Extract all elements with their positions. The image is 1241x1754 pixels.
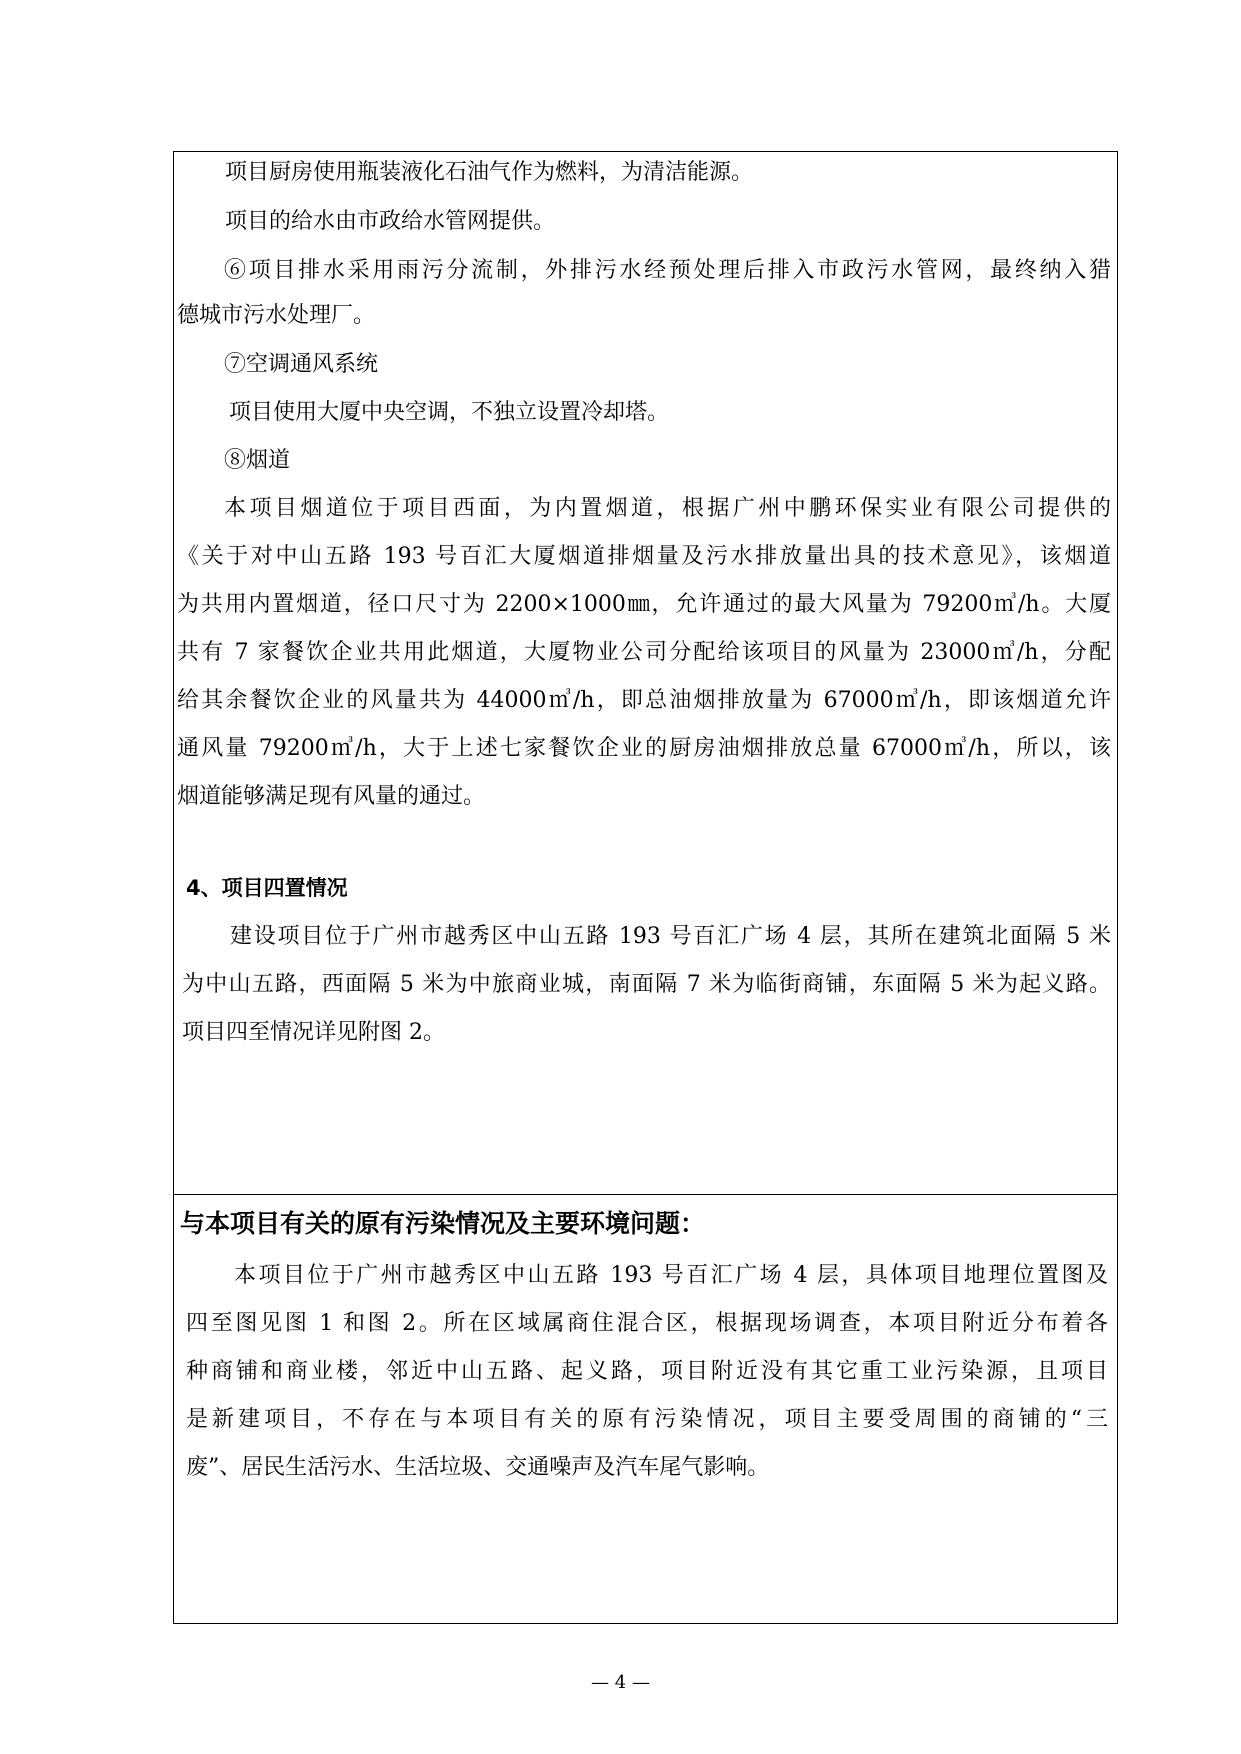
paragraph-pollution-line-2: 四至图见图 1 和图 2。所在区域属商住混合区，根据现场调查，本项目附近分布着各 (186, 1311, 1108, 1336)
subheading-flue: ⑧烟道 (224, 448, 291, 473)
paragraph-pollution-line-3: 种商铺和商业楼，邻近中山五路、起义路，项目附近没有其它重工业污染源，且项目 (186, 1359, 1108, 1384)
content-frame-lower (173, 1194, 1118, 1624)
paragraph-flue-line-3: 为共用内置烟道，径口尺寸为 2200×1000㎜，允许通过的最大风量为 79200㎥/h。大厦 (177, 592, 1111, 617)
paragraph-pollution-line-5: 废”、居民生活污水、生活垃圾、交通噪声及汽车尾气影响。 (186, 1455, 770, 1480)
paragraph-flue-line-6: 通风量 79200㎥/h，大于上述七家餐饮企业的厨房油烟排放总量 67000㎥/h，所以，该 (177, 736, 1111, 761)
paragraph-surroundings-line-3: 项目四至情况详见附图 2。 (182, 1020, 445, 1045)
paragraph-flue-line-2: 《关于对中山五路 193 号百汇大厦烟道排烟量及污水排放量出具的技术意见》，该烟道 (177, 544, 1111, 569)
paragraph-flue-line-4: 共有 7 家餐饮企业共用此烟道，大厦物业公司分配给该项目的风量为 23000㎥/h，分配 (177, 640, 1111, 665)
subheading-hvac: ⑦空调通风系统 (224, 352, 379, 377)
page-number: — 4 — (591, 1672, 650, 1693)
paragraph-pollution-line-1: 本项目位于广州市越秀区中山五路 193 号百汇广场 4 层，具体项目地理位置图及 (234, 1263, 1108, 1288)
paragraph-drainage-line-1: ⑥项目排水采用雨污分流制，外排污水经预处理后排入市政污水管网，最终纳入猎 (224, 258, 1111, 283)
paragraph-flue-line-5: 给其余餐饮企业的风量共为 44000㎥/h，即总油烟排放量为 67000㎥/h，即该烟道允许 (177, 688, 1111, 713)
paragraph-flue-line-7: 烟道能够满足现有风量的通过。 (177, 784, 486, 809)
paragraph-hvac: 项目使用大厦中央空调，不独立设置冷却塔。 (229, 400, 670, 425)
section-heading-surroundings: 4、项目四置情况 (186, 876, 348, 900)
paragraph-drainage-line-2: 德城市污水处理厂。 (177, 303, 376, 328)
paragraph-pollution-line-4: 是新建项目，不存在与本项目有关的原有污染情况，项目主要受周围的商铺的“三 (186, 1407, 1108, 1432)
section-heading-pollution: 与本项目有关的原有污染情况及主要环境问题： (180, 1209, 706, 1238)
paragraph-kitchen-fuel: 项目厨房使用瓶装液化石油气作为燃料，为清洁能源。 (225, 160, 754, 185)
paragraph-flue-line-1: 本项目烟道位于项目西面，为内置烟道，根据广州中鹏环保实业有限公司提供的 (224, 496, 1111, 521)
paragraph-water-supply: 项目的给水由市政给水管网提供。 (225, 209, 556, 234)
content-frame-upper (173, 151, 1118, 1195)
paragraph-surroundings-line-2: 为中山五路，西面隔 5 米为中旅商业城，南面隔 7 米为临街商铺，东面隔 5 米为起义路。 (182, 972, 1111, 997)
paragraph-surroundings-line-1: 建设项目位于广州市越秀区中山五路 193 号百汇广场 4 层，其所在建筑北面隔 5 米 (230, 924, 1111, 949)
